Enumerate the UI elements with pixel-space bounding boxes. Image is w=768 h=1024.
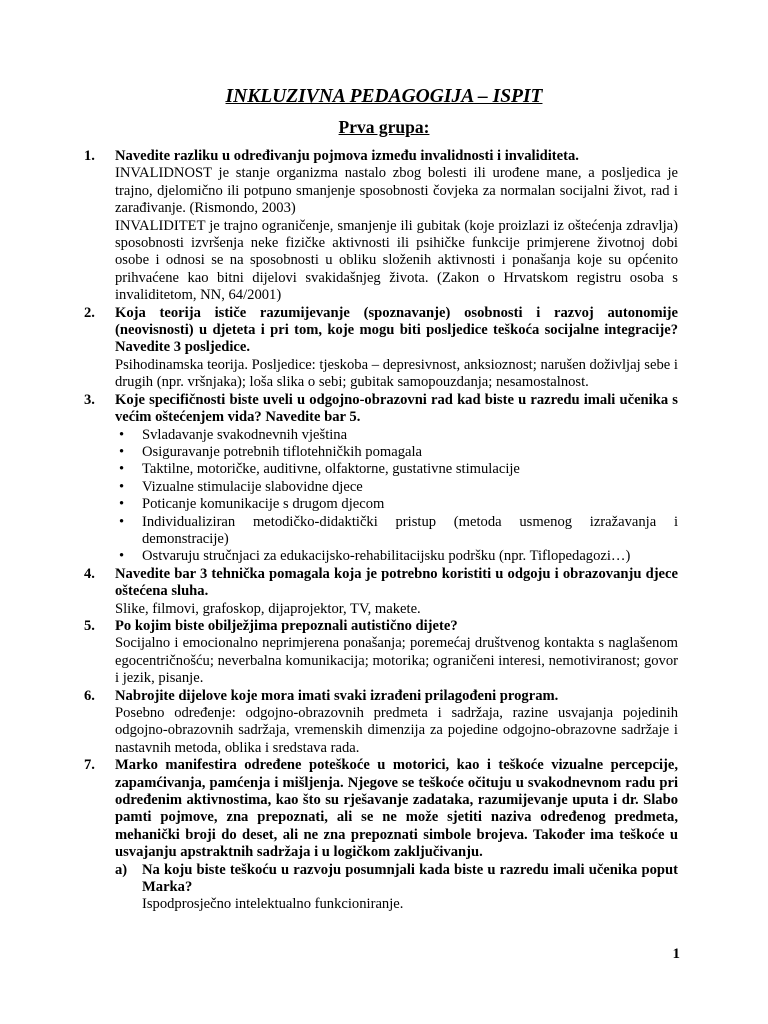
- answer-text: INVALIDITET je trajno ograničenje, smanjenje ili gubitak (koje proizlazi iz oštećenja zdravlja) sposobnosti izvršenja neke fizičke aktivnosti ili psihičke funkcije primjerene životnoj dobi osobe i odnosi se na sposobnosti u obliku složenih aktivnosti i ponašanja koje su općenito prihvaćene kao bitni dijelovi svakidašnjeg života. (Zakon o Hrvatskom registru osoba s invaliditetom, NN, 64/2001): [115, 217, 678, 304]
- bullet-icon: •: [119, 496, 125, 513]
- list-item: • Vizualne stimulacije slabovidne djece: [115, 479, 678, 496]
- question-6: [84, 688, 678, 758]
- sub-question-label: a): [115, 861, 128, 878]
- sub-question-text: Na koju biste teškoću u razvoju posumnjali kada biste u razredu imali učenika poput Marka?: [142, 861, 678, 896]
- question-text: Navedite razliku u određivanju pojmova između invalidnosti i invaliditeta.: [115, 148, 579, 164]
- question-4: [84, 566, 678, 618]
- list-item: • Ostvaruju stručnjaci za edukacijsko-rehabilitacijsku podršku (npr. Tiflopedagozi…): [115, 548, 678, 565]
- question-text: Koje specifičnosti biste uveli u odgojno-obrazovni rad kad biste u razredu imali učenika s većim oštećenjem vida? Navedite bar 5.: [115, 391, 678, 426]
- bullet-icon: •: [119, 443, 125, 460]
- question-3: [84, 392, 678, 566]
- question-text: Marko manifestira određene poteškoće u motorici, kao i teškoće vizualne percepcije, zapamćivanja, pamćenja i mišljenja. Njegove se teškoće očituju u svakodnevnom radu pri određenim aktivnostima, kao što su rješavanje zadataka, razumijevanje uputa i dr. Slabo pamti pojmove, zna prepoznati, ali se ne može sjetiti naziva određenog predmeta, mehanički broji do deset, ali ne zna prepoznati simbole brojeva. Također ima teškoće u usvajanju apstraktnih sadržaja i u logičkom zaključivanju.: [115, 757, 678, 861]
- question-7: [84, 757, 678, 914]
- question-number: 1.: [84, 148, 95, 164]
- bullet-icon: •: [119, 513, 125, 530]
- question-text: Nabrojite dijelove koje mora imati svaki izrađeni prilagođeni program.: [115, 687, 559, 704]
- sub-question-a: [115, 862, 678, 914]
- question-number: 3.: [84, 391, 95, 408]
- question-number: 6.: [84, 687, 95, 704]
- question-5: [84, 618, 678, 688]
- page-number: 1: [672, 946, 680, 962]
- list-item: • Svladavanje svakodnevnih vještina: [115, 427, 678, 444]
- answer-text: Slike, filmovi, grafoskop, dijaprojektor, TV, makete.: [115, 600, 421, 617]
- answer-text: Psihodinamska teorija. Posljedice: tjeskoba – depresivnost, anksioznost; narušen doživljaj sebe i drugih (npr. vršnjaka); loša slika o sebi; gubitak samopouzdanja; nesamostalnost.: [115, 356, 678, 391]
- question-text: Navedite bar 3 tehnička pomagala koja je potrebno koristiti u odgoju i obrazovanju djece oštećena sluha.: [115, 565, 678, 600]
- list-item: • Taktilne, motoričke, auditivne, olfaktorne, gustativne stimulacije: [115, 461, 678, 478]
- bullet-icon: •: [119, 461, 125, 478]
- answer-text: Posebno određenje: odgojno-obrazovnih predmeta i sadržaja, razine usvajanja pojedinih odgojno-obrazovnih sadržaja, vremenskih dimenzija za pojedine odgojno-obrazovne sadržaje i nastavnih metoda, oblika i sredstava rada.: [115, 705, 678, 756]
- page-subtitle: Prva grupa:: [338, 117, 430, 137]
- bullet-list: [115, 427, 678, 566]
- list-item: • Poticanje komunikacije s drugom djecom: [115, 496, 678, 513]
- question-number: 5.: [84, 617, 95, 634]
- answer-text: Ispodprosječno intelektualno funkcioniranje.: [142, 896, 404, 913]
- page-title: INKLUZIVNA PEDAGOGIJA – ISPIT: [225, 86, 543, 107]
- question-number: 7.: [84, 757, 95, 774]
- question-text: Po kojim biste obilježjima prepoznali autistično dijete?: [115, 617, 458, 634]
- list-item: • Individualiziran metodičko-didaktički pristup (metoda usmenog izražavanja i demonstracije): [115, 514, 678, 549]
- question-list: [84, 148, 678, 914]
- bullet-icon: •: [119, 426, 125, 443]
- question-1: [84, 148, 678, 305]
- question-text: Koja teorija ističe razumijevanje (spoznavanje) osobnosti i razvoj autonomije (neovisnosti) u djeteta i pri tom, koje mogu biti posljedice teškoća socijalne integracije? Navedite 3 posljedice.: [115, 304, 678, 356]
- question-number: 2.: [84, 304, 95, 321]
- list-item: • Osiguravanje potrebnih tiflotehničkih pomagala: [115, 444, 678, 461]
- answer-text: Socijalno i emocionalno neprimjerena ponašanja; poremećaj društvenog kontakta s naglašenom egocentričnošću; neverbalna komunikacija; motorika; ograničeni interesi, nemotiviranost; govor i jezik, pisanje.: [115, 635, 678, 687]
- question-number: 4.: [84, 565, 95, 582]
- answer-text: INVALIDNOST je stanje organizma nastalo zbog bolesti ili urođene mane, a posljedica je trajno, djelomično ili potpuno smanjenje sposobnosti čovjeka za normalan socijalni život, rad i zarađivanje. (Rismondo, 2003): [115, 165, 678, 217]
- question-2: [84, 305, 678, 392]
- bullet-icon: •: [119, 478, 125, 495]
- bullet-icon: •: [119, 548, 125, 565]
